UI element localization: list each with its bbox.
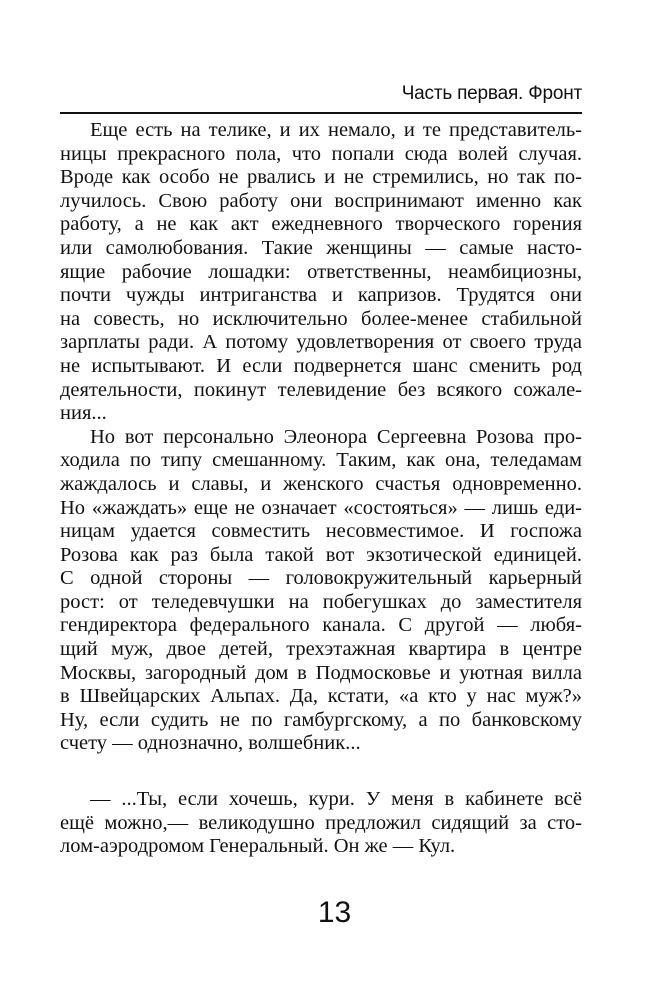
page-number: 13 [317, 896, 352, 929]
text-line: ящие рабочие лошадки: ответственны, неамбициозны, [60, 260, 582, 283]
text-line: зарплаты ради. А потому удовлетворения от своего труда [60, 331, 582, 354]
text-line: Но вот персонально Элеонора Сергеевна Розова про- [90, 425, 582, 448]
text-line: ещё можно,— великодушно предложил сидящий за сто- [60, 811, 582, 834]
text-line: С одной стороны — головокружительный карьерный [60, 567, 582, 590]
text-line: работу, а не как акт ежедневного творческого горения [60, 213, 582, 236]
text-line: ницы прекрасного пола, что попали сюда волей случая. [60, 142, 582, 165]
paragraph-2 [60, 426, 582, 756]
text-line: счету — однозначно, волшебник... [60, 732, 361, 755]
section-break [60, 756, 582, 788]
text-line: рост: от теледевчушки на побегушках до заместителя [60, 590, 582, 613]
text-line: на совесть, но исключительно более-менее стабильной [60, 307, 582, 330]
body-text [60, 119, 582, 859]
paragraph-3 [60, 788, 582, 859]
text-line: — ...Ты, если хочешь, кури. У меня в кабинете всё [90, 788, 582, 811]
running-head: Часть первая. Фронт [401, 83, 582, 104]
header-rule [60, 112, 582, 114]
text-line: Но «жаждать» еще не означает «состояться» — лишь еди- [60, 496, 582, 519]
text-line: Еще есть на телике, и их немало, и те представитель- [90, 119, 582, 141]
text-line: лучилось. Свою работу они воспринимают именно как [60, 189, 582, 212]
paragraph-1 [60, 119, 582, 426]
text-line: или самолюбования. Такие женщины — самые насто- [60, 236, 582, 259]
text-line: гендиректора федерального канала. С другой — любя- [60, 614, 582, 637]
text-line: ния... [60, 402, 107, 425]
text-line: ходила по типу смешанному. Таким, как она, теледамам [60, 449, 582, 472]
text-line: Москвы, загородный дом в Подмосковье и уютная вилла [60, 661, 582, 684]
text-line: лом-аэродромом Генеральный. Он же — Кул. [60, 835, 456, 858]
text-line: ницам удается совместить несовместимое. И госпожа [60, 520, 582, 543]
text-line: жаждалось и славы, и женского счастья одновременно. [60, 472, 582, 495]
text-line: Розова как раз была такой вот экзотической единицей. [60, 543, 582, 566]
text-line: в Швейцарских Альпах. Да, кстати, «а кто у нас муж?» [60, 685, 582, 708]
text-line: Вроде как особо не рвались и не стремились, но так по- [60, 166, 582, 189]
text-line: Ну, если судить не по гамбургскому, а по банковскому [60, 708, 582, 731]
text-line: не испытывают. И если подвернется шанс сменить род [60, 354, 582, 377]
text-line: щий муж, двое детей, трехэтажная квартира в центре [60, 638, 582, 661]
text-line: деятельности, покинут телевидение без всякого сожале- [60, 378, 582, 401]
text-line: почти чужды интриганства и капризов. Трудятся они [60, 284, 582, 307]
